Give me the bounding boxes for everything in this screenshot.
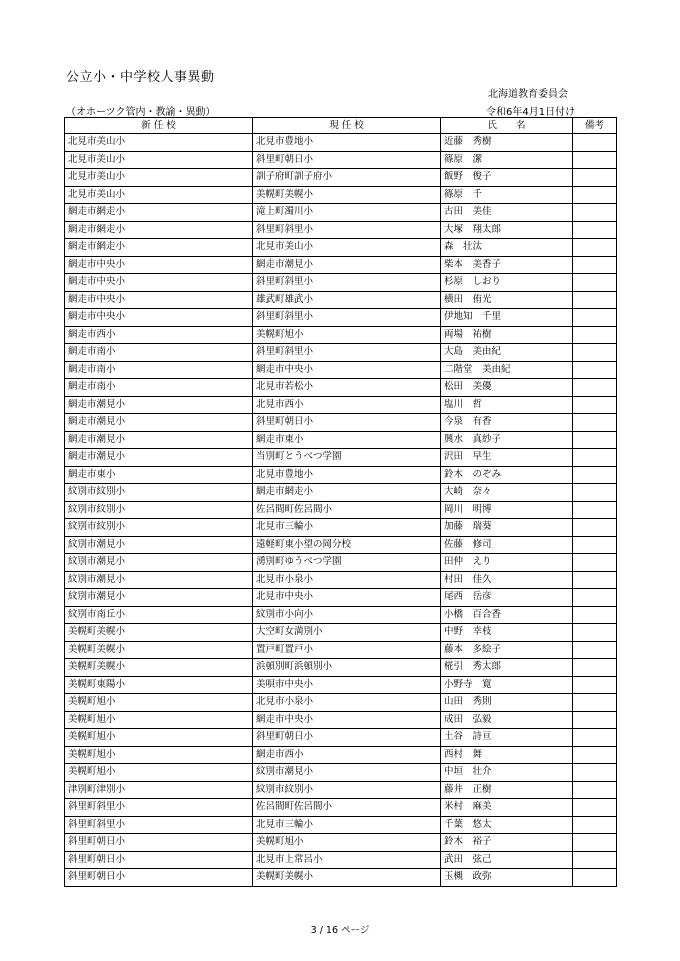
cell-new-school: 紋別市南丘小 bbox=[65, 606, 253, 624]
cell-name: 藤井 正樹 bbox=[441, 781, 573, 799]
cell-name: 大崎 奈々 bbox=[441, 484, 573, 502]
table-row bbox=[65, 396, 617, 414]
cell-remarks bbox=[573, 554, 617, 572]
table-header-row bbox=[65, 118, 617, 134]
cell-name: 鈴木 裕子 bbox=[441, 834, 573, 852]
cell-new-school: 斜里町斜里小 bbox=[65, 816, 253, 834]
cell-remarks bbox=[573, 169, 617, 187]
cell-new-school: 紋別市潮見小 bbox=[65, 536, 253, 554]
cell-new-school: 網走市東小 bbox=[65, 466, 253, 484]
cell-current-school: 美幌町旭小 bbox=[253, 834, 441, 852]
table-row bbox=[65, 169, 617, 187]
table-row bbox=[65, 204, 617, 222]
cell-name: 篠原 潔 bbox=[441, 151, 573, 169]
column-header-remarks: 備考 bbox=[573, 118, 617, 134]
document-title: 公立小・中学校人事異動 bbox=[66, 70, 215, 85]
cell-current-school: 美幌町旭小 bbox=[253, 326, 441, 344]
cell-new-school: 美幌町旭小 bbox=[65, 746, 253, 764]
cell-current-school: 網走市東小 bbox=[253, 431, 441, 449]
cell-new-school: 紋別市紋別小 bbox=[65, 484, 253, 502]
cell-remarks bbox=[573, 431, 617, 449]
cell-current-school: 美幌町美幌小 bbox=[253, 186, 441, 204]
table-row bbox=[65, 414, 617, 432]
cell-remarks bbox=[573, 186, 617, 204]
cell-new-school: 美幌町美幌小 bbox=[65, 641, 253, 659]
cell-current-school: 北見市豊地小 bbox=[253, 466, 441, 484]
cell-name: 興水 真紗子 bbox=[441, 431, 573, 449]
cell-new-school: 津別町津別小 bbox=[65, 781, 253, 799]
cell-name: 藤本 多絵子 bbox=[441, 641, 573, 659]
cell-current-school: 網走市網走小 bbox=[253, 484, 441, 502]
cell-new-school: 網走市西小 bbox=[65, 326, 253, 344]
cell-new-school: 美幌町美幌小 bbox=[65, 659, 253, 677]
cell-remarks bbox=[573, 449, 617, 467]
cell-current-school: 網走市潮見小 bbox=[253, 256, 441, 274]
cell-new-school: 紋別市紋別小 bbox=[65, 501, 253, 519]
table-row bbox=[65, 326, 617, 344]
cell-current-school: 湧別町ゆうべつ学園 bbox=[253, 554, 441, 572]
cell-remarks bbox=[573, 816, 617, 834]
cell-name: 大塚 翔太郎 bbox=[441, 221, 573, 239]
table-row bbox=[65, 221, 617, 239]
cell-remarks bbox=[573, 711, 617, 729]
table-row bbox=[65, 729, 617, 747]
table-row bbox=[65, 519, 617, 537]
cell-remarks bbox=[573, 361, 617, 379]
cell-new-school: 北見市美山小 bbox=[65, 186, 253, 204]
cell-new-school: 網走市網走小 bbox=[65, 221, 253, 239]
cell-current-school: 斜里町朝日小 bbox=[253, 414, 441, 432]
cell-name: 両場 祐樹 bbox=[441, 326, 573, 344]
cell-current-school: 置戸町置戸小 bbox=[253, 641, 441, 659]
cell-current-school: 北見市豊地小 bbox=[253, 134, 441, 152]
cell-name: 成田 弘毅 bbox=[441, 711, 573, 729]
cell-remarks bbox=[573, 536, 617, 554]
cell-name: 加藤 瑞葵 bbox=[441, 519, 573, 537]
table-row bbox=[65, 816, 617, 834]
cell-remarks bbox=[573, 746, 617, 764]
cell-remarks bbox=[573, 274, 617, 292]
cell-remarks bbox=[573, 624, 617, 642]
cell-current-school: 斜里町斜里小 bbox=[253, 274, 441, 292]
table-row bbox=[65, 554, 617, 572]
cell-current-school: 大空町女満別小 bbox=[253, 624, 441, 642]
personnel-table bbox=[64, 117, 617, 887]
cell-remarks bbox=[573, 256, 617, 274]
cell-new-school: 網走市中央小 bbox=[65, 291, 253, 309]
cell-new-school: 網走市潮見小 bbox=[65, 431, 253, 449]
cell-name: 中野 幸枝 bbox=[441, 624, 573, 642]
cell-name: 尾西 岳彦 bbox=[441, 589, 573, 607]
cell-new-school: 網走市中央小 bbox=[65, 256, 253, 274]
table-row bbox=[65, 711, 617, 729]
cell-new-school: 美幌町旭小 bbox=[65, 729, 253, 747]
cell-remarks bbox=[573, 606, 617, 624]
cell-name: 森 壮汰 bbox=[441, 239, 573, 257]
cell-remarks bbox=[573, 571, 617, 589]
cell-new-school: 網走市南小 bbox=[65, 344, 253, 362]
cell-remarks bbox=[573, 414, 617, 432]
column-header-new-school: 新 任 校 bbox=[65, 118, 253, 134]
table-row bbox=[65, 501, 617, 519]
table-row bbox=[65, 869, 617, 887]
cell-current-school: 浜頓別町浜頓別小 bbox=[253, 659, 441, 677]
cell-remarks bbox=[573, 519, 617, 537]
table-row bbox=[65, 134, 617, 152]
cell-current-school: 美唄市中央小 bbox=[253, 676, 441, 694]
cell-name: 田仲 えり bbox=[441, 554, 573, 572]
cell-name: 大島 美由紀 bbox=[441, 344, 573, 362]
cell-new-school: 網走市網走小 bbox=[65, 204, 253, 222]
table-row bbox=[65, 484, 617, 502]
cell-remarks bbox=[573, 834, 617, 852]
column-header-name: 氏 名 bbox=[441, 118, 573, 134]
cell-new-school: 網走市潮見小 bbox=[65, 449, 253, 467]
table-row bbox=[65, 291, 617, 309]
table-row bbox=[65, 851, 617, 869]
cell-current-school: 斜里町斜里小 bbox=[253, 309, 441, 327]
cell-remarks bbox=[573, 869, 617, 887]
cell-name: 山田 秀則 bbox=[441, 694, 573, 712]
cell-new-school: 網走市潮見小 bbox=[65, 396, 253, 414]
table-row bbox=[65, 799, 617, 817]
cell-name: 塩川 哲 bbox=[441, 396, 573, 414]
cell-current-school: 北見市上常呂小 bbox=[253, 851, 441, 869]
table-row bbox=[65, 694, 617, 712]
cell-name: 篠原 千 bbox=[441, 186, 573, 204]
cell-new-school: 美幌町旭小 bbox=[65, 694, 253, 712]
cell-remarks bbox=[573, 484, 617, 502]
cell-new-school: 斜里町朝日小 bbox=[65, 834, 253, 852]
table-row bbox=[65, 659, 617, 677]
table-row bbox=[65, 606, 617, 624]
cell-name: 村田 佳久 bbox=[441, 571, 573, 589]
cell-remarks bbox=[573, 676, 617, 694]
effective-date: 令和6年4月1日付け bbox=[486, 107, 576, 118]
cell-new-school: 紋別市潮見小 bbox=[65, 571, 253, 589]
cell-new-school: 網走市中央小 bbox=[65, 309, 253, 327]
cell-current-school: 紋別市小向小 bbox=[253, 606, 441, 624]
cell-name: 沢田 早生 bbox=[441, 449, 573, 467]
cell-name: 飯野 俊子 bbox=[441, 169, 573, 187]
table-row bbox=[65, 309, 617, 327]
table-row bbox=[65, 589, 617, 607]
table-row bbox=[65, 536, 617, 554]
cell-remarks bbox=[573, 204, 617, 222]
cell-new-school: 紋別市紋別小 bbox=[65, 519, 253, 537]
cell-name: 佐藤 修司 bbox=[441, 536, 573, 554]
cell-current-school: 北見市三輪小 bbox=[253, 816, 441, 834]
page-number: 3 / 16 ページ bbox=[310, 925, 370, 936]
table-row bbox=[65, 781, 617, 799]
cell-remarks bbox=[573, 221, 617, 239]
cell-remarks bbox=[573, 501, 617, 519]
cell-name: 玉槻 政弥 bbox=[441, 869, 573, 887]
cell-current-school: 網走市中央小 bbox=[253, 711, 441, 729]
table-row bbox=[65, 641, 617, 659]
cell-remarks bbox=[573, 309, 617, 327]
cell-remarks bbox=[573, 694, 617, 712]
cell-remarks bbox=[573, 466, 617, 484]
cell-current-school: 佐呂間町佐呂間小 bbox=[253, 799, 441, 817]
cell-current-school: 雄武町雄武小 bbox=[253, 291, 441, 309]
cell-remarks bbox=[573, 344, 617, 362]
cell-new-school: 網走市網走小 bbox=[65, 239, 253, 257]
table-row bbox=[65, 239, 617, 257]
cell-remarks bbox=[573, 641, 617, 659]
cell-current-school: 斜里町朝日小 bbox=[253, 151, 441, 169]
cell-name: 椛引 秀太郎 bbox=[441, 659, 573, 677]
cell-current-school: 当別町とうべつ学園 bbox=[253, 449, 441, 467]
cell-current-school: 遠軽町東小望の岡分校 bbox=[253, 536, 441, 554]
cell-name: 中垣 壮介 bbox=[441, 764, 573, 782]
cell-current-school: 斜里町斜里小 bbox=[253, 221, 441, 239]
cell-current-school: 美幌町美幌小 bbox=[253, 869, 441, 887]
cell-remarks bbox=[573, 396, 617, 414]
table-row bbox=[65, 431, 617, 449]
cell-name: 小野寺 寛 bbox=[441, 676, 573, 694]
cell-current-school: 滝上町濁川小 bbox=[253, 204, 441, 222]
cell-name: 二階堂 美由紀 bbox=[441, 361, 573, 379]
cell-current-school: 網走市中央小 bbox=[253, 361, 441, 379]
cell-new-school: 斜里町朝日小 bbox=[65, 851, 253, 869]
cell-new-school: 網走市南小 bbox=[65, 361, 253, 379]
cell-name: 武田 弦己 bbox=[441, 851, 573, 869]
cell-remarks bbox=[573, 799, 617, 817]
cell-name: 米村 麻美 bbox=[441, 799, 573, 817]
cell-current-school: 佐呂間町佐呂間小 bbox=[253, 501, 441, 519]
cell-remarks bbox=[573, 851, 617, 869]
table-row bbox=[65, 764, 617, 782]
table-row bbox=[65, 466, 617, 484]
table-row bbox=[65, 151, 617, 169]
cell-new-school: 美幌町旭小 bbox=[65, 711, 253, 729]
cell-name: 鈴木 のぞみ bbox=[441, 466, 573, 484]
cell-current-school: 北見市三輪小 bbox=[253, 519, 441, 537]
cell-remarks bbox=[573, 151, 617, 169]
cell-new-school: 美幌町美幌小 bbox=[65, 624, 253, 642]
table-row bbox=[65, 571, 617, 589]
cell-current-school: 斜里町斜里小 bbox=[253, 344, 441, 362]
cell-current-school: 北見市西小 bbox=[253, 396, 441, 414]
cell-new-school: 紋別市潮見小 bbox=[65, 554, 253, 572]
table-row bbox=[65, 624, 617, 642]
cell-remarks bbox=[573, 781, 617, 799]
cell-remarks bbox=[573, 379, 617, 397]
table-row bbox=[65, 186, 617, 204]
cell-name: 柴本 美香子 bbox=[441, 256, 573, 274]
cell-new-school: 斜里町斜里小 bbox=[65, 799, 253, 817]
cell-remarks bbox=[573, 589, 617, 607]
cell-name: 杉原 しおり bbox=[441, 274, 573, 292]
cell-new-school: 網走市南小 bbox=[65, 379, 253, 397]
cell-remarks bbox=[573, 134, 617, 152]
cell-name: 横田 侑光 bbox=[441, 291, 573, 309]
cell-name: 伊地知 千里 bbox=[441, 309, 573, 327]
cell-new-school: 北見市美山小 bbox=[65, 169, 253, 187]
table-row bbox=[65, 834, 617, 852]
cell-remarks bbox=[573, 239, 617, 257]
cell-current-school: 紋別市潮見小 bbox=[253, 764, 441, 782]
cell-name: 今泉 有香 bbox=[441, 414, 573, 432]
table-row bbox=[65, 344, 617, 362]
cell-current-school: 北見市小泉小 bbox=[253, 571, 441, 589]
cell-name: 松田 美優 bbox=[441, 379, 573, 397]
cell-remarks bbox=[573, 291, 617, 309]
table-row bbox=[65, 746, 617, 764]
cell-current-school: 北見市美山小 bbox=[253, 239, 441, 257]
cell-new-school: 斜里町朝日小 bbox=[65, 869, 253, 887]
cell-new-school: 美幌町旭小 bbox=[65, 764, 253, 782]
cell-name: 西村 舞 bbox=[441, 746, 573, 764]
column-header-current-school: 現 任 校 bbox=[253, 118, 441, 134]
cell-new-school: 紋別市潮見小 bbox=[65, 589, 253, 607]
table-row bbox=[65, 361, 617, 379]
table-row bbox=[65, 449, 617, 467]
cell-new-school: 北見市美山小 bbox=[65, 134, 253, 152]
cell-current-school: 北見市若松小 bbox=[253, 379, 441, 397]
cell-name: 近藤 秀樹 bbox=[441, 134, 573, 152]
cell-new-school: 北見市美山小 bbox=[65, 151, 253, 169]
cell-name: 古田 美佳 bbox=[441, 204, 573, 222]
cell-current-school: 網走市西小 bbox=[253, 746, 441, 764]
cell-current-school: 北見市中央小 bbox=[253, 589, 441, 607]
cell-new-school: 網走市中央小 bbox=[65, 274, 253, 292]
cell-current-school: 訓子府町訓子府小 bbox=[253, 169, 441, 187]
table-row bbox=[65, 676, 617, 694]
table-row bbox=[65, 379, 617, 397]
issuer: 北海道教育委員会 bbox=[488, 89, 568, 100]
cell-remarks bbox=[573, 764, 617, 782]
table-row bbox=[65, 274, 617, 292]
document-subtitle: （オホーツク管内・教諭・異動） bbox=[66, 107, 216, 118]
cell-current-school: 斜里町朝日小 bbox=[253, 729, 441, 747]
cell-name: 岡川 明博 bbox=[441, 501, 573, 519]
cell-current-school: 北見市小泉小 bbox=[253, 694, 441, 712]
cell-current-school: 紋別市紋別小 bbox=[253, 781, 441, 799]
cell-name: 千葉 悠太 bbox=[441, 816, 573, 834]
cell-new-school: 網走市潮見小 bbox=[65, 414, 253, 432]
cell-name: 小橋 百合香 bbox=[441, 606, 573, 624]
cell-new-school: 美幌町東陽小 bbox=[65, 676, 253, 694]
cell-remarks bbox=[573, 659, 617, 677]
cell-name: 土谷 詩亘 bbox=[441, 729, 573, 747]
table-row bbox=[65, 256, 617, 274]
cell-remarks bbox=[573, 729, 617, 747]
cell-remarks bbox=[573, 326, 617, 344]
